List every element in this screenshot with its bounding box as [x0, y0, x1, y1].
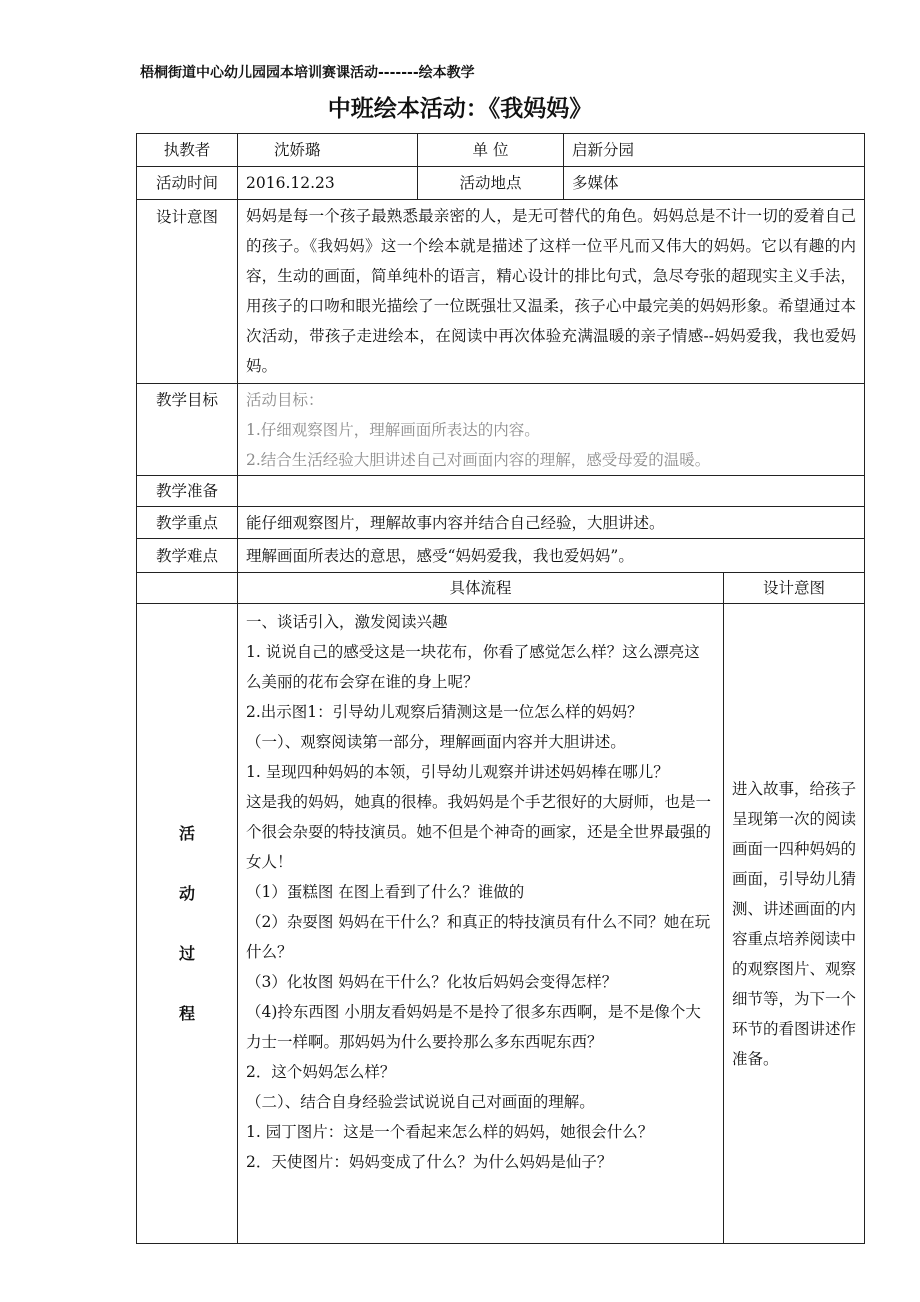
process-line: 1. 呈现四种妈妈的本领，引导幼儿观察并讲述妈妈棒在哪儿？ — [246, 763, 669, 781]
intent-label: 设计意图 — [137, 200, 238, 384]
process-line: 1. 园丁图片：这是一个看起来怎么样的妈妈，她很会什么？ — [246, 1123, 654, 1141]
process-char: 动 — [178, 883, 195, 903]
process-line: 1. 说说自己的感受这是一块花布，你看了感觉怎么样？这么漂亮这么美丽的花布会穿在谁的身上呢？ — [246, 643, 700, 691]
process-line: 一、谈话引入，激发阅读兴趣 — [246, 613, 448, 631]
flow-corner-cell — [137, 573, 238, 604]
time-value: 2016.12.23 — [238, 167, 418, 200]
difficulty-label: 教学难点 — [137, 539, 238, 573]
header-line: 梧桐街道中心幼儿园园本培训赛课活动-------绘本教学 — [140, 65, 475, 81]
prep-value — [238, 476, 865, 507]
prep-label: 教学准备 — [137, 476, 238, 507]
design-note: 进入故事，给孩子呈现第一次的阅读画面一四种妈妈的画面，引导幼儿猜测、讲述画面的内容重点培养阅读中的观察图片、观察细节等，为下一个环节的看图讲述作准备。 — [724, 604, 865, 1244]
place-label: 活动地点 — [418, 167, 564, 200]
process-line: 2．这个妈妈怎么样？ — [246, 1063, 396, 1081]
process-line: （1）蛋糕图 在图上看到了什么？谁做的 — [246, 883, 525, 901]
difficulty-value: 理解画面所表达的意思，感受“妈妈爱我，我也爱妈妈”。 — [238, 539, 865, 573]
flow-header: 具体流程 — [238, 573, 724, 604]
key-value: 能仔细观察图片，理解故事内容并结合自己经验，大胆讲述。 — [238, 507, 865, 539]
process-char: 过 — [178, 943, 195, 963]
design-header: 设计意图 — [724, 573, 865, 604]
goal-line: 活动目标： — [246, 391, 324, 409]
process-label — [137, 604, 238, 1244]
process-char: 活 — [178, 823, 195, 843]
goal-text — [238, 384, 865, 476]
unit-label: 单 位 — [418, 134, 564, 167]
process-line: （2）杂耍图 妈妈在干什么？和真正的特技演员有什么不同？她在玩什么？ — [246, 913, 711, 961]
place-value: 多媒体 — [564, 167, 865, 200]
key-label: 教学重点 — [137, 507, 238, 539]
process-body — [238, 604, 724, 1244]
process-line: （3）化妆图 妈妈在干什么？化妆后妈妈会变得怎样？ — [246, 973, 618, 991]
teacher-value: 沈娇璐 — [238, 134, 418, 167]
document-title: 中班绘本活动：《我妈妈》 — [327, 96, 593, 122]
process-line: （4)拎东西图 小朋友看妈妈是不是拎了很多东西啊，是不是像个大力士一样啊。那妈妈为什么要拎那么多东西呢东西？ — [246, 1003, 701, 1051]
process-line: 2.出示图1：引导幼儿观察后猜测这是一位怎么样的妈妈？ — [246, 703, 643, 721]
goal-line: 1.仔细观察图片，理解画面所表达的内容。 — [246, 421, 540, 439]
lesson-plan-table — [136, 133, 865, 1244]
unit-value: 启新分园 — [564, 134, 865, 167]
process-line: 这是我的妈妈，她真的很棒。我妈妈是个手艺很好的大厨师，也是一个很会杂耍的特技演员。她不但是个神奇的画家，还是全世界最强的女人！ — [246, 793, 712, 871]
time-label: 活动时间 — [137, 167, 238, 200]
process-line: 2．天使图片：妈妈变成了什么？为什么妈妈是仙子？ — [246, 1153, 613, 1171]
goal-label: 教学目标 — [137, 384, 238, 476]
intent-text: 妈妈是每一个孩子最熟悉最亲密的人，是无可替代的角色。妈妈总是不计一切的爱着自己的孩子。《我妈妈》这一个绘本就是描述了这样一位平凡而又伟大的妈妈。它以有趣的内容，生动的画面，简单纯朴的语言，精心设计的排比句式，急尽夸张的超现实主义手法，用孩子的口吻和眼光描绘了一位既强壮又温柔，孩子心中最完美的妈妈形象。希望通过本次活动，带孩子走进绘本，在阅读中再次体验充满温暖的亲子情感--妈妈爱我，我也爱妈妈。 — [238, 200, 865, 384]
process-line: （二）、结合自身经验尝试说说自己对画面的理解。 — [246, 1093, 595, 1111]
teacher-label: 执教者 — [137, 134, 238, 167]
process-line: （一）、观察阅读第一部分，理解画面内容并大胆讲述。 — [246, 733, 626, 751]
goal-line: 2.结合生活经验大胆讲述自己对画面内容的理解，感受母爱的温暖。 — [246, 451, 711, 469]
process-char: 程 — [178, 1003, 195, 1023]
